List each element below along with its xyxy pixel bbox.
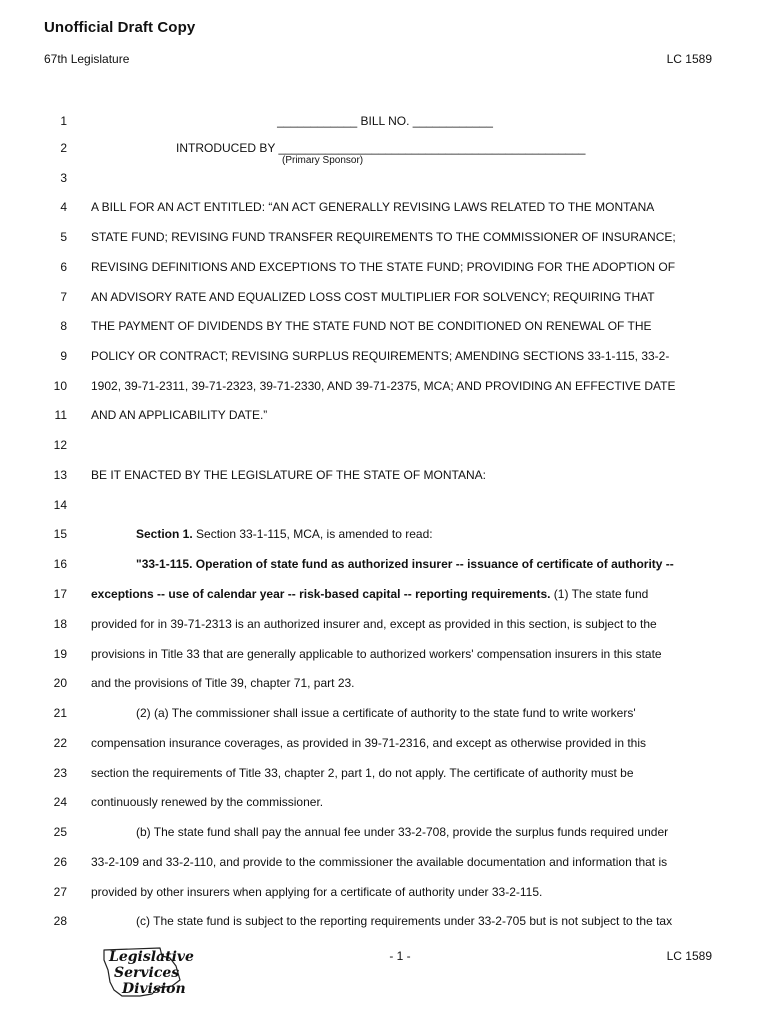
line-text: AN ADVISORY RATE AND EQUALIZED LOSS COST MULTIPLIER FOR SOLVENCY; REQUIRING THAT xyxy=(91,290,655,304)
bill-line-16 xyxy=(0,555,770,573)
bill-line-5 xyxy=(0,228,770,246)
line-number: 6 xyxy=(60,260,67,274)
line-number: 1 xyxy=(60,114,67,128)
lc-number-header: LC 1589 xyxy=(666,52,712,66)
line-text: REVISING DEFINITIONS AND EXCEPTIONS TO THE STATE FUND; PROVIDING FOR THE ADOPTION OF xyxy=(91,260,676,274)
line-number: 5 xyxy=(60,230,67,244)
bill-line-8 xyxy=(0,317,770,335)
line-number: 26 xyxy=(53,855,67,869)
bill-line-2 xyxy=(0,139,770,157)
line-number: 27 xyxy=(53,885,67,899)
line-number: 19 xyxy=(53,647,67,661)
section-heading: Section 1. xyxy=(136,527,193,541)
line-text: A BILL FOR AN ACT ENTITLED: “AN ACT GENERALLY REVISING LAWS RELATED TO THE MONTANA xyxy=(91,200,655,214)
line-text: BE IT ENACTED BY THE LEGISLATURE OF THE STATE OF MONTANA: xyxy=(91,468,486,482)
bill-line-11 xyxy=(0,406,770,424)
section-body-start: (1) The state fund xyxy=(550,587,649,601)
line-number: 13 xyxy=(53,468,67,482)
line-text: THE PAYMENT OF DIVIDENDS BY THE STATE FUND NOT BE CONDITIONED ON RENEWAL OF THE xyxy=(91,319,652,333)
legislature-label: 67th Legislature xyxy=(44,52,130,66)
primary-sponsor-label: (Primary Sponsor) xyxy=(282,155,364,166)
bill-line-13 xyxy=(0,466,770,484)
section-title-part2: exceptions -- use of calendar year -- risk-based capital -- reporting requirements. xyxy=(91,587,551,601)
line-number: 16 xyxy=(53,557,67,571)
bill-line-28 xyxy=(0,912,770,930)
line-number: 17 xyxy=(53,587,67,601)
bill-line-6 xyxy=(0,258,770,276)
bill-line-18 xyxy=(0,615,770,633)
bill-line-21 xyxy=(0,704,770,722)
bill-line-23 xyxy=(0,764,770,782)
line-text: AND AN APPLICABILITY DATE.” xyxy=(91,408,268,422)
line-number: 8 xyxy=(60,319,67,333)
line-number: 11 xyxy=(54,408,67,422)
bill-line-14 xyxy=(0,496,770,514)
bill-line-10 xyxy=(0,377,770,395)
logo-word-2: Services xyxy=(114,965,180,981)
line-number: 20 xyxy=(53,676,67,690)
line-number: 3 xyxy=(60,171,67,185)
lc-number-footer: LC 1589 xyxy=(666,949,712,963)
page-number: - 1 - xyxy=(389,949,411,963)
introduced-by: INTRODUCED BY ______________________________________________ xyxy=(176,141,586,155)
line-text: (2) (a) The commissioner shall issue a certificate of authority to the state fund to write workers' xyxy=(136,706,636,720)
line-number: 4 xyxy=(60,200,67,214)
line-number: 18 xyxy=(53,617,67,631)
line-text xyxy=(91,585,648,603)
bill-line-26 xyxy=(0,853,770,871)
bill-line-4 xyxy=(0,198,770,216)
line-number: 22 xyxy=(53,736,67,750)
bill-line-24 xyxy=(0,793,770,811)
line-number: 9 xyxy=(60,349,67,363)
bill-line-15 xyxy=(0,525,770,543)
line-text: STATE FUND; REVISING FUND TRANSFER REQUIREMENTS TO THE COMMISSIONER OF INSURANCE; xyxy=(91,230,676,244)
bill-line-3 xyxy=(0,169,770,187)
line-text: section the requirements of Title 33, chapter 2, part 1, do not apply. The certificate of authority must be xyxy=(91,766,634,780)
line-number: 23 xyxy=(53,766,67,780)
line-number: 14 xyxy=(53,498,67,512)
bill-line-22 xyxy=(0,734,770,752)
line-number: 7 xyxy=(60,290,67,304)
bill-line-12 xyxy=(0,436,770,454)
bill-number-blank: ____________ BILL NO. ____________ xyxy=(277,114,493,128)
line-text: compensation insurance coverages, as provided in 39-71-2316, and except as otherwise provided in this xyxy=(91,736,646,750)
bill-line-27 xyxy=(0,883,770,901)
line-text xyxy=(136,525,433,543)
line-text: (b) The state fund shall pay the annual fee under 33-2-708, provide the surplus funds required under xyxy=(136,825,669,839)
bill-line-1 xyxy=(0,112,770,130)
logo-word-3: Division xyxy=(122,981,186,997)
line-number: 12 xyxy=(53,438,67,452)
line-number: 10 xyxy=(53,379,67,393)
logo-word-1: Legislative xyxy=(109,949,194,965)
section-title-part1: "33-1-115. Operation of state fund as authorized insurer -- issuance of certificate of authority -- xyxy=(136,557,674,571)
bill-line-25 xyxy=(0,823,770,841)
line-number: 24 xyxy=(53,795,67,809)
line-text: and the provisions of Title 39, chapter 71, part 23. xyxy=(91,676,355,690)
bill-line-19 xyxy=(0,645,770,663)
line-number: 2 xyxy=(60,141,67,155)
line-text: provisions in Title 33 that are generally applicable to authorized workers' compensation insurers in this state xyxy=(91,647,662,661)
line-text: 1902, 39-71-2311, 39-71-2323, 39-71-2330, AND 39-71-2375, MCA; AND PROVIDING AN EFFECTIVE DATE xyxy=(91,379,676,393)
line-number: 28 xyxy=(53,914,67,928)
line-text: provided for in 39-71-2313 is an authorized insurer and, except as provided in this section, is subject to the xyxy=(91,617,657,631)
bill-line-7 xyxy=(0,288,770,306)
section-intro: Section 33-1-115, MCA, is amended to read: xyxy=(192,527,433,541)
line-text: continuously renewed by the commissioner. xyxy=(91,795,324,809)
line-text: 33-2-109 and 33-2-110, and provide to the commissioner the available documentation and information that is xyxy=(91,855,668,869)
line-text: (c) The state fund is subject to the reporting requirements under 33-2-705 but is not subject to the tax xyxy=(136,914,673,928)
line-number: 15 xyxy=(53,527,67,541)
bill-line-9 xyxy=(0,347,770,365)
draft-title: Unofficial Draft Copy xyxy=(44,19,196,36)
line-text: POLICY OR CONTRACT; REVISING SURPLUS REQUIREMENTS; AMENDING SECTIONS 33-1-115, 33-2- xyxy=(91,349,670,363)
line-number: 25 xyxy=(53,825,67,839)
line-text: provided by other insurers when applying for a certificate of authority under 33-2-115. xyxy=(91,885,543,899)
bill-line-17 xyxy=(0,585,770,603)
line-number: 21 xyxy=(53,706,67,720)
bill-line-20 xyxy=(0,674,770,692)
